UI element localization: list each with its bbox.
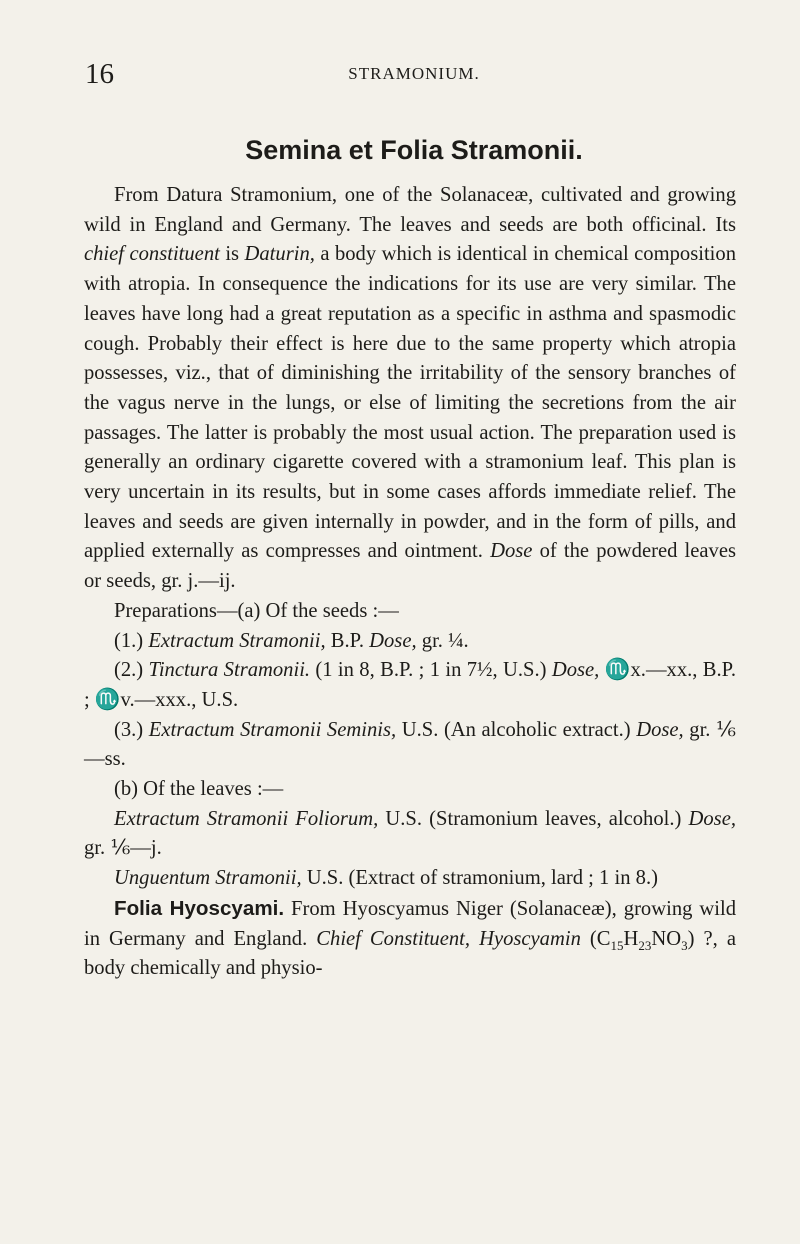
leaves-heading: (b) Of the leaves :— <box>114 778 284 801</box>
preparation-item: (2.) Tinctura Stramonii. (1 in 8, B.P. ; 1 in 7½, U.S.) Dose, ♏x.—xx., B.P. ; ♏v.—xxx., U.S. <box>84 659 736 711</box>
chief-constituent-label: chief constituent <box>84 243 220 266</box>
hyoscyami-title: Folia Hyoscyami. <box>114 896 285 920</box>
page-number: 16 <box>85 58 114 90</box>
preparation-item: Unguentum Stramonii, U.S. (Extract of stramonium, lard ; 1 in 8.) <box>114 867 658 890</box>
dose-label: Dose <box>490 540 533 563</box>
hyoscyami-paragraph: Folia Hyoscyami. From Hyoscyamus Niger (Solanaceæ), growing wild in Germany and England. Chief Constituent, Hyoscyamin $(C_{15}H_{23}NO_3)$ ?, a body chemically and physio- <box>84 896 736 980</box>
section-title: Semina et Folia Stramonii. <box>245 135 583 165</box>
preparation-item: (1.) Extractum Stramonii, B.P. Dose, gr. ¼. <box>114 629 469 652</box>
preparation-item: Extractum Stramonii Foliorum, U.S. (Stramonium leaves, alcohol.) Dose, gr. ⅙—j. <box>84 807 736 860</box>
preparations-heading: Preparations—(a) Of the seeds :— <box>114 599 399 622</box>
daturin-term: Daturin, <box>244 243 315 266</box>
running-head: STRAMONIUM. <box>348 64 480 83</box>
preparation-item: (3.) Extractum Stramonii Seminis, U.S. (An alcoholic extract.) Dose, gr. ⅙—ss. <box>84 718 736 771</box>
body-text <box>84 181 736 984</box>
intro-paragraph: From Datura Stramonium, one of the Solanaceæ, cultivated and growing wild in England and Germany. The leaves and seeds are both officinal. Its chief constituent is Daturin, a body which is identical in chemical composition with atropia. In consequence the indications for its use are very similar. The leaves have long had a great reputation as a specific in asthma and spasmodic cough. Probably their effect is here due to the same property which atropia possesses, viz., that of diminishing the irritability of the sensory branches of the vagus nerve in the lungs, or else of limiting the secretions from the air passages. The latter is probably the most usual action. The preparation used is generally an ordinary cigarette covered with a stramonium leaf. This plan is very uncertain in its results, but in some cases affords immediate relief. The leaves and seeds are given internally in powder, and in the form of pills, and applied externally as compresses and ointment. Dose of the powdered leaves or seeds, gr. j.—ij. <box>84 184 736 593</box>
